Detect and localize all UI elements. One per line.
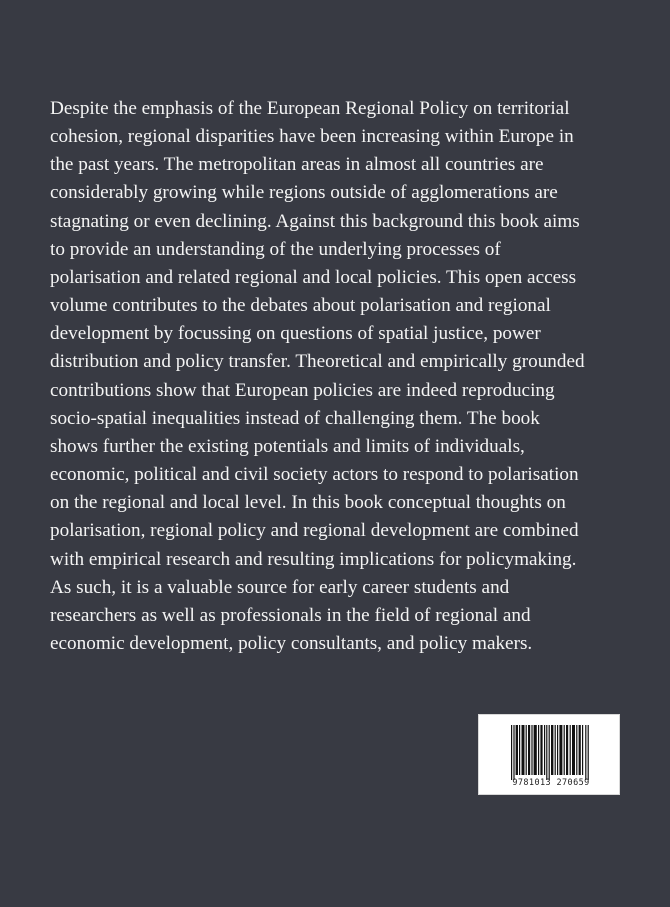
isbn-number: 9781013 270659 xyxy=(512,778,590,788)
blurb-line: economic development, policy consultants, and policy makers. xyxy=(50,632,533,654)
isbn-barcode xyxy=(478,714,620,795)
blurb-line: with empirical research and resulting implications for policymaking. xyxy=(50,548,577,570)
blurb-line: As such, it is a valuable source for early career students and xyxy=(50,576,510,598)
blurb-line: cohesion, regional disparities have been increasing within Europe in xyxy=(50,126,574,148)
blurb-line: distribution and policy transfer. Theoretical and empirically grounded xyxy=(50,351,585,373)
blurb-line: considerably growing while regions outside of agglomerations are xyxy=(50,182,558,204)
blurb-line: polarisation, regional policy and regional development are combined xyxy=(50,520,579,542)
blurb-line: volume contributes to the debates about polarisation and regional xyxy=(50,295,551,317)
barcode-icon xyxy=(511,725,589,780)
blurb-line: the past years. The metropolitan areas in almost all countries are xyxy=(50,154,544,176)
blurb-line: socio-spatial inequalities instead of challenging them. The book xyxy=(50,407,540,429)
blurb-line: researchers as well as professionals in the field of regional and xyxy=(50,604,531,626)
blurb-line: stagnating or even declining. Against this background this book aims xyxy=(50,210,580,232)
blurb-line: on the regional and local level. In this book conceptual thoughts on xyxy=(50,492,566,514)
blurb-line: to provide an understanding of the underlying processes of xyxy=(50,238,501,260)
blurb-line: economic, political and civil society actors to respond to polarisation xyxy=(50,464,579,486)
blurb-line: Despite the emphasis of the European Regional Policy on territorial xyxy=(50,98,570,119)
blurb-line: shows further the existing potentials and limits of individuals, xyxy=(50,435,525,457)
blurb-line: contributions show that European policies are indeed reproducing xyxy=(50,379,555,401)
blurb-line: polarisation and related regional and local policies. This open access xyxy=(50,266,577,288)
blurb-line: development by focussing on questions of spatial justice, power xyxy=(50,323,541,345)
book-blurb xyxy=(50,95,650,658)
